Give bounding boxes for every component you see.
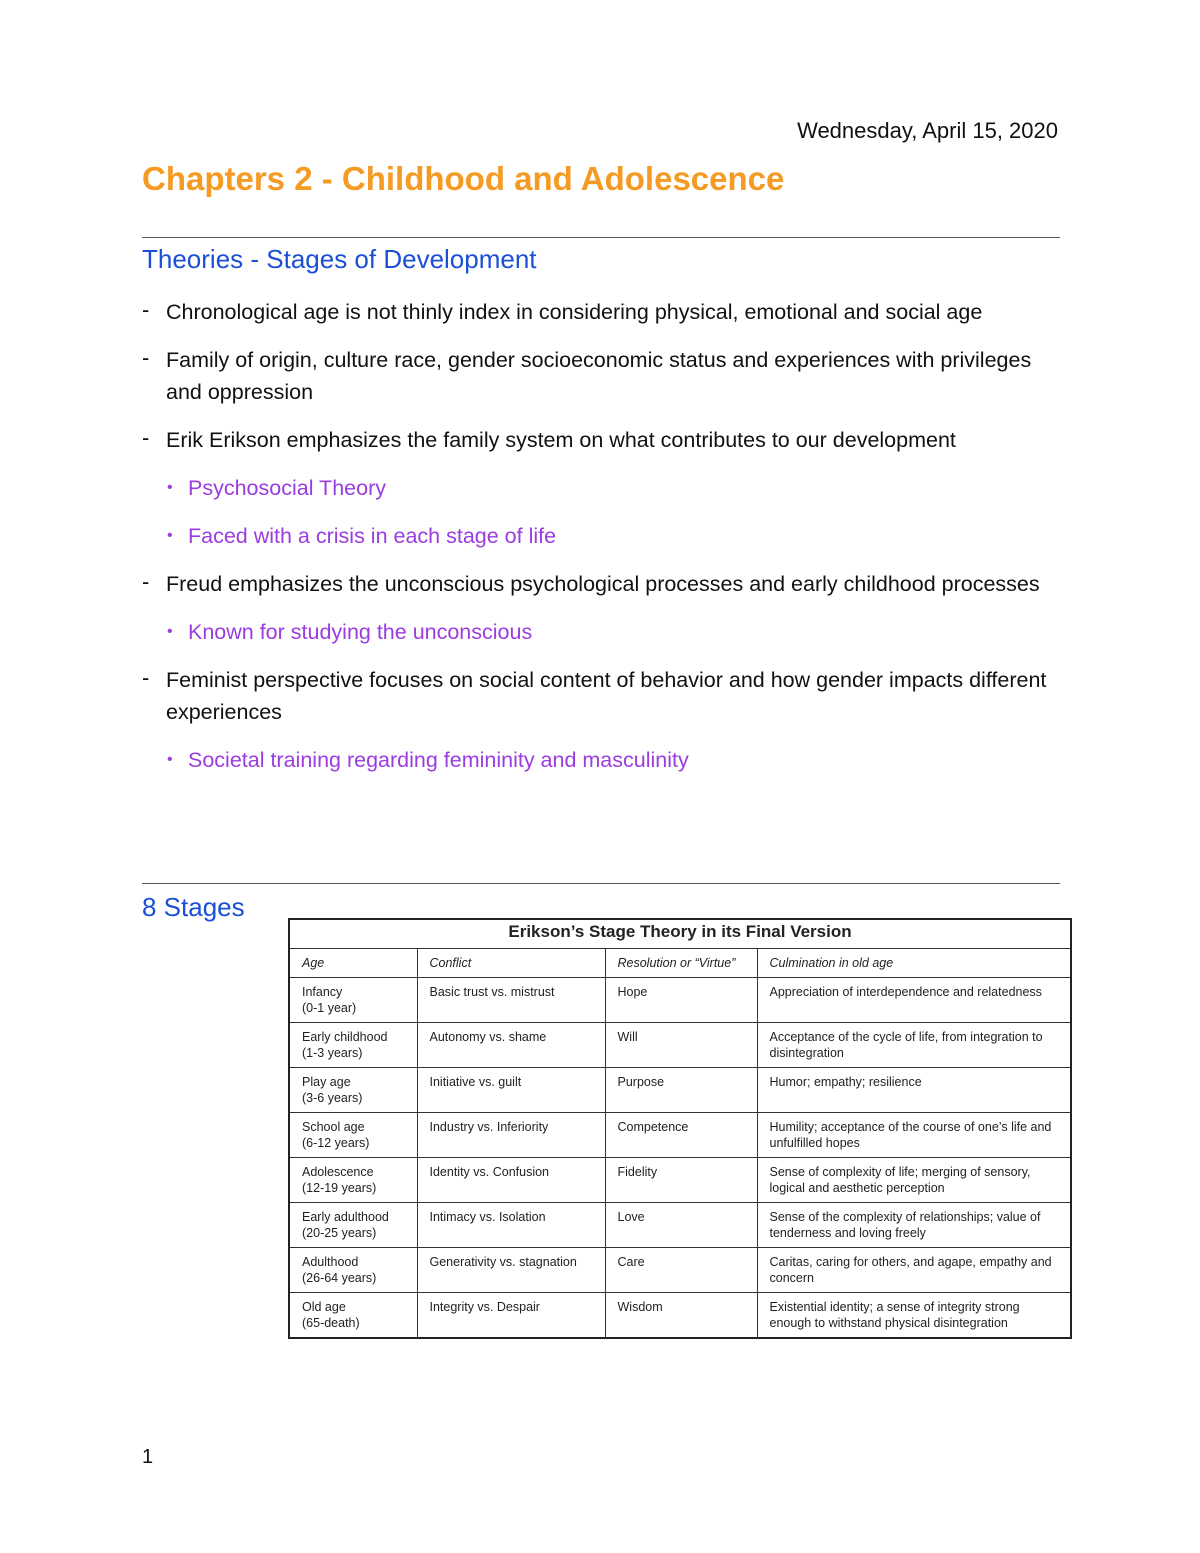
note-item: [142, 344, 1062, 408]
header-virtue: Resolution or “Virtue”: [605, 949, 757, 978]
age-label: Early adulthood: [302, 1210, 389, 1224]
culmination-cell: Sense of the complexity of relationships; value of tenderness and loving freely: [757, 1203, 1071, 1248]
virtue-cell: Purpose: [605, 1068, 757, 1113]
age-cell: [289, 1023, 417, 1068]
age-range: (26-64 years): [302, 1271, 377, 1285]
table-row: [289, 1203, 1071, 1248]
subitem-text: Societal training regarding femininity and masculinity: [188, 748, 689, 772]
dash-bullet-icon: -: [142, 345, 150, 370]
dash-bullet-icon: -: [142, 425, 150, 450]
age-label: School age: [302, 1120, 365, 1134]
note-item: [142, 424, 1062, 456]
page-title: Chapters 2 - Childhood and Adolescence: [142, 160, 785, 197]
note-subitem: [142, 744, 1062, 776]
note-subitem: [142, 520, 1062, 552]
age-cell: [289, 1113, 417, 1158]
age-cell: [289, 978, 417, 1023]
culmination-cell: Humor; empathy; resilience: [757, 1068, 1071, 1113]
table-header-row: [289, 949, 1071, 978]
note-item: [142, 568, 1062, 600]
age-range: (1-3 years): [302, 1046, 363, 1060]
subitem-text: Psychosocial Theory: [188, 476, 386, 500]
header-age: Age: [289, 949, 417, 978]
conflict-cell: Generativity vs. stagnation: [417, 1248, 605, 1293]
culmination-cell: Existential identity; a sense of integrity strong enough to withstand physical disintegration: [757, 1293, 1071, 1339]
dash-bullet-icon: -: [142, 665, 150, 690]
table-title: Erikson’s Stage Theory in its Final Version: [289, 919, 1071, 949]
table-row: [289, 1023, 1071, 1068]
table-row: [289, 1068, 1071, 1113]
age-label: Infancy: [302, 985, 343, 999]
dot-bullet-icon: •: [167, 623, 173, 640]
virtue-cell: Fidelity: [605, 1158, 757, 1203]
stages-heading: 8 Stages: [142, 892, 245, 922]
header-conflict: Conflict: [417, 949, 605, 978]
culmination-cell: Appreciation of interdependence and relatedness: [757, 978, 1071, 1023]
note-text: Family of origin, culture race, gender socioeconomic status and experiences with privileges and oppression: [166, 348, 1032, 404]
table-row: [289, 1113, 1071, 1158]
table-row: [289, 1248, 1071, 1293]
subitem-text: Faced with a crisis in each stage of life: [188, 524, 557, 548]
note-item: [142, 664, 1062, 728]
note-text: Feminist perspective focuses on social content of behavior and how gender impacts different experiences: [166, 668, 1047, 724]
note-item: [142, 296, 1062, 328]
theories-notes: [142, 296, 1062, 792]
subitem-text: Known for studying the unconscious: [188, 620, 533, 644]
note-text: Chronological age is not thinly index in considering physical, emotional and social age: [166, 300, 983, 324]
age-label: Early childhood: [302, 1030, 388, 1044]
dash-bullet-icon: -: [142, 569, 150, 594]
age-label: Play age: [302, 1075, 351, 1089]
conflict-cell: Identity vs. Confusion: [417, 1158, 605, 1203]
header-culmination: Culmination in old age: [757, 949, 1071, 978]
age-label: Adulthood: [302, 1255, 359, 1269]
virtue-cell: Competence: [605, 1113, 757, 1158]
culmination-cell: Humility; acceptance of the course of one’s life and unfulfilled hopes: [757, 1113, 1071, 1158]
age-label: Old age: [302, 1300, 346, 1314]
age-cell: [289, 1158, 417, 1203]
age-range: (6-12 years): [302, 1136, 370, 1150]
table-row: [289, 1158, 1071, 1203]
conflict-cell: Initiative vs. guilt: [417, 1068, 605, 1113]
age-cell: [289, 1248, 417, 1293]
conflict-cell: Autonomy vs. shame: [417, 1023, 605, 1068]
dot-bullet-icon: •: [167, 479, 173, 496]
age-range: (3-6 years): [302, 1091, 363, 1105]
age-range: (65-death): [302, 1316, 360, 1330]
culmination-cell: Acceptance of the cycle of life, from integration to disintegration: [757, 1023, 1071, 1068]
conflict-cell: Integrity vs. Despair: [417, 1293, 605, 1339]
note-subitem: [142, 472, 1062, 504]
divider-stages: [142, 883, 1060, 884]
age-cell: [289, 1203, 417, 1248]
age-label: Adolescence: [302, 1165, 374, 1179]
note-subitem: [142, 616, 1062, 648]
divider-top: [142, 237, 1060, 238]
table-row: [289, 1293, 1071, 1339]
virtue-cell: Will: [605, 1023, 757, 1068]
culmination-cell: Sense of complexity of life; merging of sensory, logical and aesthetic perception: [757, 1158, 1071, 1203]
virtue-cell: Care: [605, 1248, 757, 1293]
conflict-cell: Industry vs. Inferiority: [417, 1113, 605, 1158]
note-text: Freud emphasizes the unconscious psychological processes and early childhood processes: [166, 572, 1040, 596]
age-cell: [289, 1068, 417, 1113]
virtue-cell: Wisdom: [605, 1293, 757, 1339]
age-range: (0-1 year): [302, 1001, 357, 1015]
dash-bullet-icon: -: [142, 297, 150, 322]
age-cell: [289, 1293, 417, 1339]
conflict-cell: Intimacy vs. Isolation: [417, 1203, 605, 1248]
table-row: [289, 978, 1071, 1023]
theories-heading: Theories - Stages of Development: [142, 244, 537, 274]
conflict-cell: Basic trust vs. mistrust: [417, 978, 605, 1023]
erikson-stage-table: [288, 918, 1072, 1339]
age-range: (20-25 years): [302, 1226, 377, 1240]
dot-bullet-icon: •: [167, 751, 173, 768]
virtue-cell: Hope: [605, 978, 757, 1023]
culmination-cell: Caritas, caring for others, and agape, empathy and concern: [757, 1248, 1071, 1293]
age-range: (12-19 years): [302, 1181, 377, 1195]
note-text: Erik Erikson emphasizes the family system on what contributes to our development: [166, 428, 956, 452]
page-number: 1: [142, 1446, 154, 1468]
page-date: Wednesday, April 15, 2020: [797, 118, 1058, 143]
dot-bullet-icon: •: [167, 527, 173, 544]
virtue-cell: Love: [605, 1203, 757, 1248]
